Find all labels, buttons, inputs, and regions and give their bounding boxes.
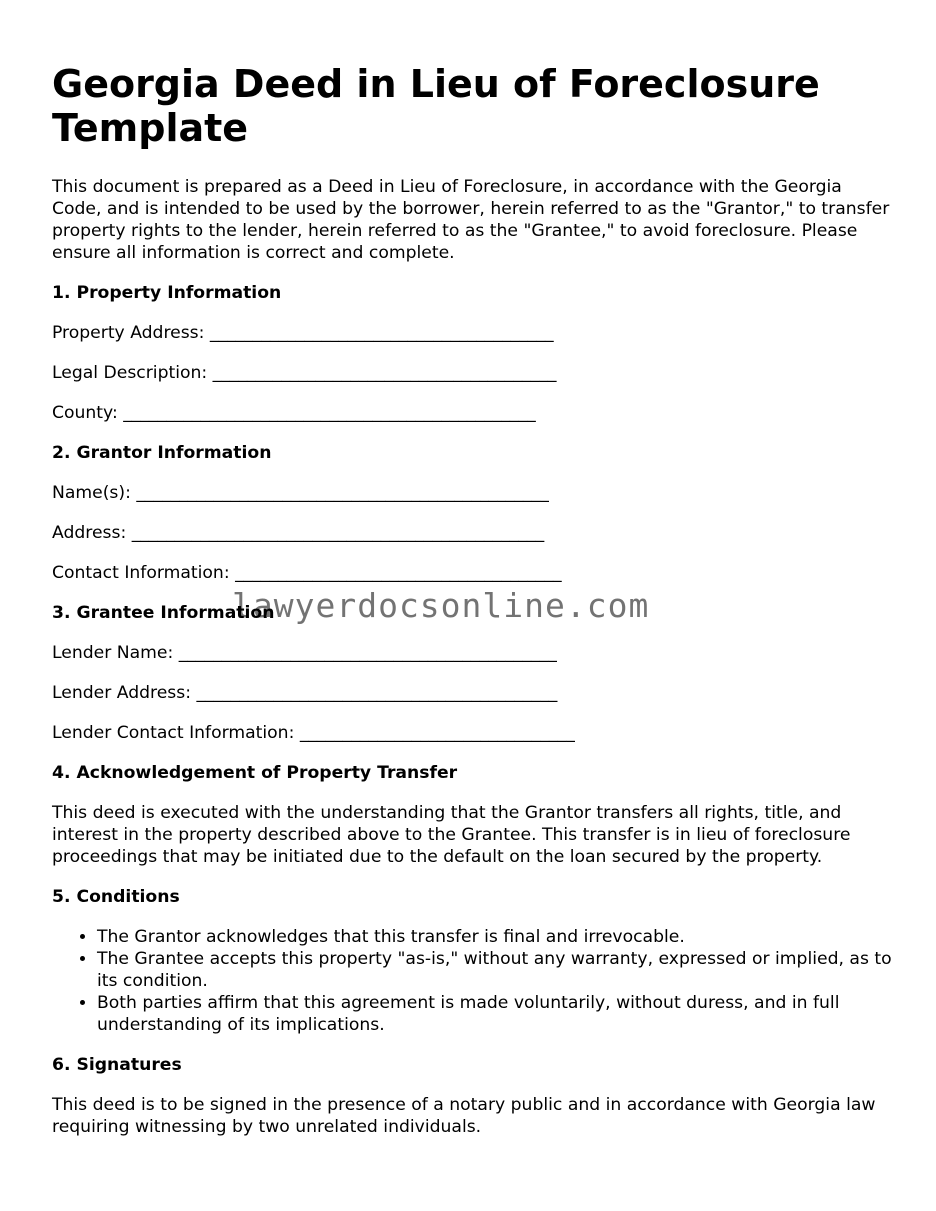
grantor-contact-field: Contact Information: ______________________________________ <box>52 563 562 583</box>
list-item: • The Grantor acknowledges that this transfer is final and irrevocable. <box>97 926 892 948</box>
section-heading-signatures: 6. Signatures <box>52 1055 182 1075</box>
intro-paragraph: This document is prepared as a Deed in Lieu of Foreclosure, in accordance with the Georgia Code, and is intended to be used by the borrower, herein referred to as the "Grantor," to transfer property rights to the lender, herein referred to as the "Grantee," to avoid foreclosure. Please ensure all information is correct and complete. <box>52 177 890 263</box>
watermark: lawyerdocsonline.com <box>232 586 650 625</box>
grantor-address-field: Address: ________________________________________________ <box>52 523 545 543</box>
section-heading-acknowledgement: 4. Acknowledgement of Property Transfer <box>52 763 458 783</box>
section-heading-property: 1. Property Information <box>52 283 282 303</box>
page-title: Georgia Deed in Lieu of Foreclosure Template <box>52 62 820 150</box>
lender-address-field: Lender Address: __________________________________________ <box>52 683 558 703</box>
document-page <box>52 62 892 1156</box>
section-heading-grantor: 2. Grantor Information <box>52 443 272 463</box>
section-heading-grantee: 3. Grantee Information <box>52 603 275 623</box>
section-heading-conditions: 5. Conditions <box>52 887 180 907</box>
legal-description-field: Legal Description: ________________________________________ <box>52 363 557 383</box>
grantor-names-field: Name(s): ________________________________________________ <box>52 483 549 503</box>
signatures-paragraph: This deed is to be signed in the presence of a notary public and in accordance with Georgia law requiring witnessing by two unrelated individuals. <box>52 1095 876 1137</box>
acknowledgement-paragraph: This deed is executed with the understanding that the Grantor transfers all rights, title, and interest in the property described above to the Grantee. This transfer is in lieu of foreclosure proceedings that may be initiated due to the default on the loan secured by the property. <box>52 803 851 867</box>
property-address-field: Property Address: ________________________________________ <box>52 323 554 343</box>
county-field: County: ________________________________________________ <box>52 403 536 423</box>
conditions-list <box>52 926 892 1036</box>
list-item: • Both parties affirm that this agreement is made voluntarily, without duress, and in full understanding of its implications. <box>97 992 892 1036</box>
list-item: • The Grantee accepts this property "as-is," without any warranty, expressed or implied, as to its condition. <box>97 948 892 992</box>
lender-contact-field: Lender Contact Information: ________________________________ <box>52 723 575 743</box>
lender-name-field: Lender Name: ____________________________________________ <box>52 643 557 663</box>
